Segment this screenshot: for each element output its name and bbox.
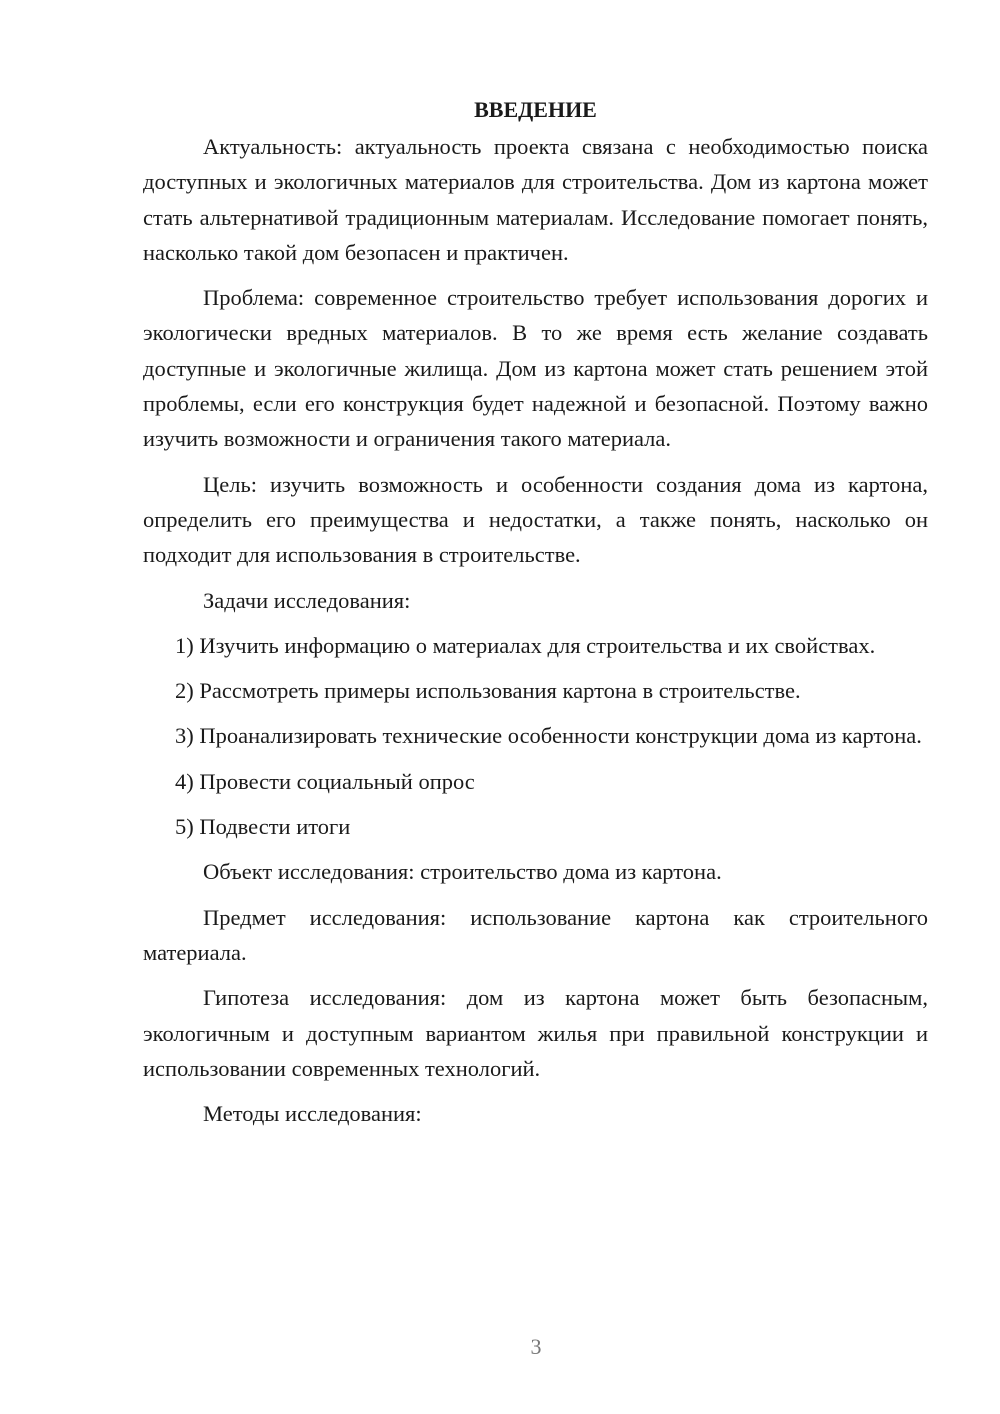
relevance-paragraph: Актуальность: актуальность проекта связана с необходимостью поиска доступных и экологичных материалов для строительства. Дом из картона может стать альтернативой традиционным материалам. Исследование помогает понять, насколько такой дом безопасен и практичен. (143, 134, 928, 265)
task-item: 5) Подвести итоги (175, 814, 351, 840)
tasks-title: Задачи исследования: (203, 587, 411, 613)
methods-title: Методы исследования: (203, 1101, 422, 1127)
problem-paragraph: Проблема: современное строительство требует использования дорогих и экологически вредных материалов. В то же время есть желание создавать доступные и экологичные жилища. Дом из картона может стать решением этой проблемы, если его конструкция будет надежной и безопасной. Поэтому важно изучить возможности и ограничения такого материала. (143, 285, 928, 452)
task-item: 3) Проанализировать технические особенности конструкции дома из картона. (175, 723, 922, 749)
task-item: 4) Провести социальный опрос (175, 768, 475, 794)
document-page (143, 95, 928, 1141)
task-item: 2) Рассмотреть примеры использования картона в строительстве. (175, 678, 801, 704)
hypothesis-paragraph: Гипотеза исследования: дом из картона может быть безопасным, экологичным и доступным вариантом жилья при правильной конструкции и использовании современных технологий. (143, 985, 928, 1081)
goal-paragraph: Цель: изучить возможность и особенности создания дома из картона, определить его преимущества и недостатки, а также понять, насколько он подходит для использования в строительстве. (143, 471, 928, 568)
tasks-list (143, 628, 928, 844)
object-paragraph: Объект исследования: строительство дома из картона. (203, 859, 722, 885)
subject-paragraph: Предмет исследования: использование картона как строительного материала. (143, 904, 928, 965)
task-item: 1) Изучить информацию о материалах для строительства и их свойствах. (175, 632, 876, 658)
page-number: 3 (530, 1334, 542, 1359)
section-heading: ВВЕДЕНИЕ (474, 97, 597, 122)
